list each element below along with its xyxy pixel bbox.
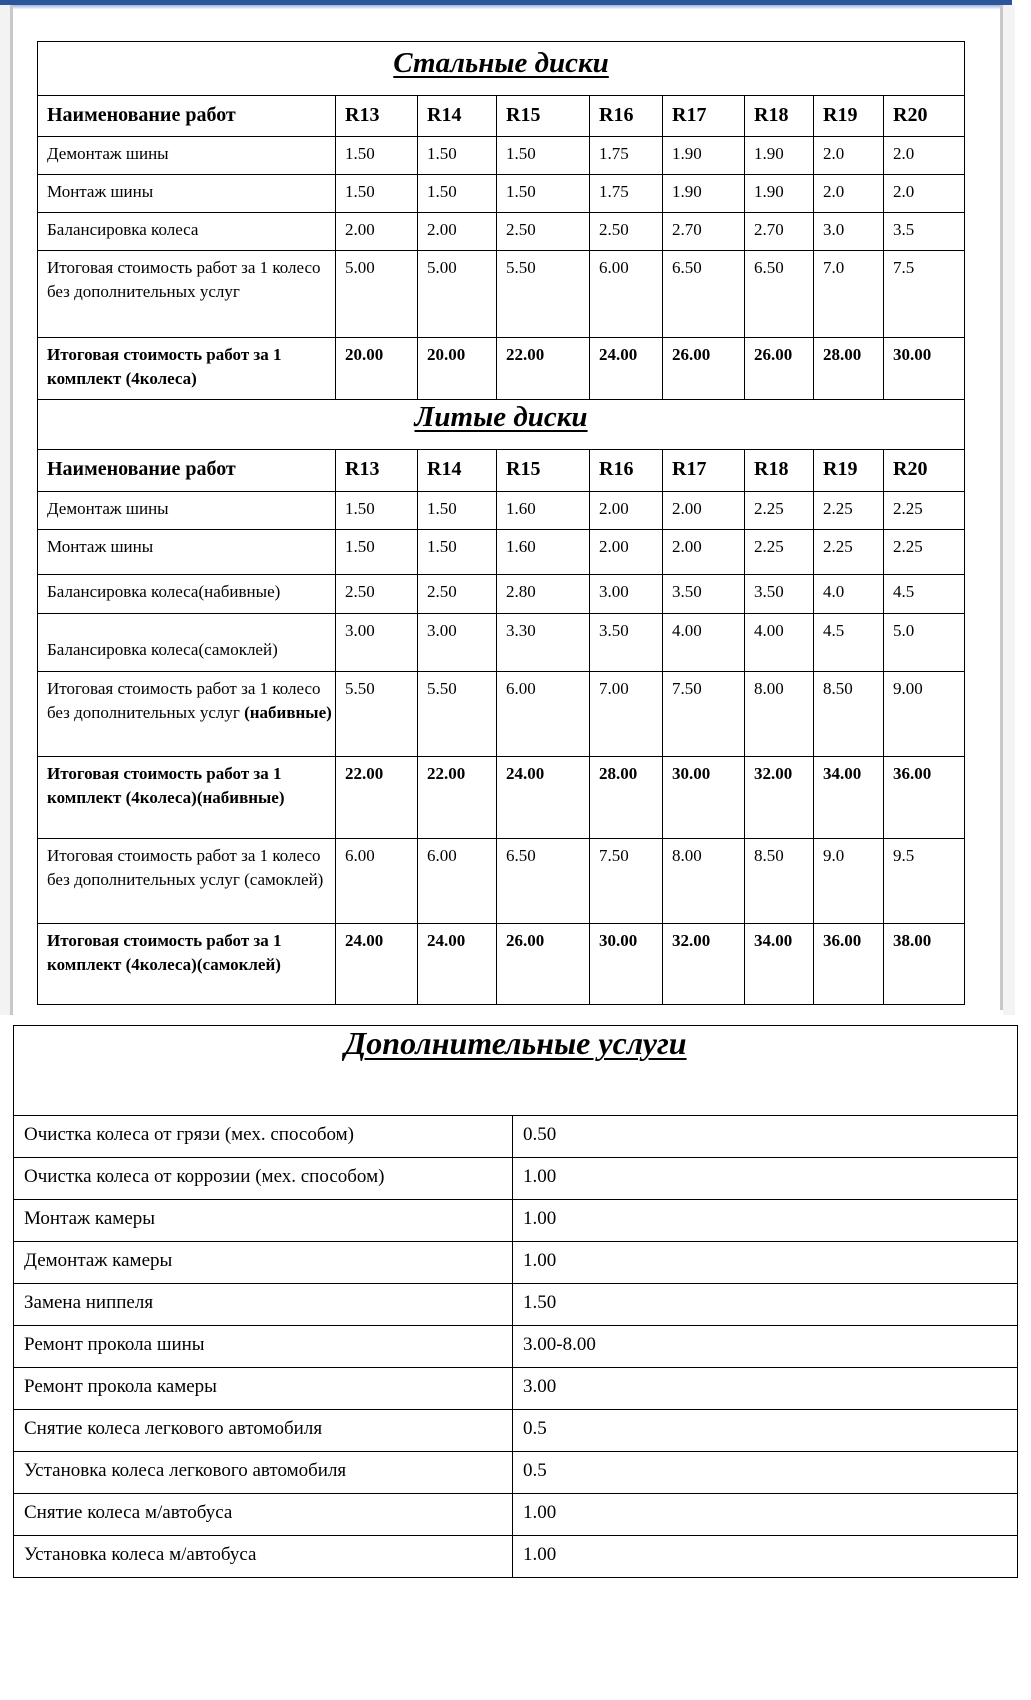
price-cell: 7.50 [663, 672, 745, 757]
service-name: Снятие колеса м/автобуса [14, 1494, 513, 1536]
price-cell: 20.00 [336, 338, 418, 400]
table-row [14, 1452, 1018, 1494]
price-cell: 2.0 [814, 137, 884, 175]
price-cell: 0.5 [513, 1452, 1018, 1494]
table-row [38, 137, 965, 175]
price-cell: 3.50 [663, 575, 745, 614]
column-header: R14 [418, 450, 497, 492]
price-cell: 36.00 [884, 757, 965, 839]
price-cell: 9.5 [884, 839, 965, 924]
alloy-section-title-row [38, 400, 965, 450]
price-cell: 3.00 [336, 614, 418, 672]
service-name-text: Итоговая стоимость работ за 1 колесо без дополнительных услуг [47, 679, 321, 722]
service-name: Очистка колеса от коррозии (мех. способом) [14, 1158, 513, 1200]
price-cell: 30.00 [884, 338, 965, 400]
price-cell: 3.0 [814, 213, 884, 251]
price-cell: 1.50 [336, 175, 418, 213]
price-cell: 34.00 [745, 924, 814, 1005]
service-name: Замена ниппеля [14, 1284, 513, 1326]
table-row-total [38, 924, 965, 1005]
price-cell: 4.5 [884, 575, 965, 614]
price-cell: 2.80 [497, 575, 590, 614]
price-cell: 2.25 [884, 492, 965, 530]
price-cell: 2.25 [814, 530, 884, 575]
price-cell: 3.00 [418, 614, 497, 672]
service-name: Демонтаж шины [38, 492, 336, 530]
document-canvas-right-margin [1003, 5, 1015, 1015]
price-cell: 6.50 [745, 251, 814, 338]
price-cell: 2.50 [418, 575, 497, 614]
service-name: Итоговая стоимость работ за 1 комплект (4колеса) [38, 338, 336, 400]
column-header: Наименование работ [38, 96, 336, 137]
column-header: R20 [884, 450, 965, 492]
service-name: Монтаж шины [38, 175, 336, 213]
price-cell: 5.50 [497, 251, 590, 338]
price-cell: 6.00 [590, 251, 663, 338]
price-cell: 1.00 [513, 1200, 1018, 1242]
price-cell: 22.00 [497, 338, 590, 400]
price-cell: 2.00 [590, 492, 663, 530]
price-cell: 1.50 [513, 1284, 1018, 1326]
price-cell: 22.00 [336, 757, 418, 839]
price-cell: 3.5 [884, 213, 965, 251]
column-header: R16 [590, 450, 663, 492]
price-cell: 2.50 [336, 575, 418, 614]
table-row-total [38, 338, 965, 400]
price-cell: 1.75 [590, 175, 663, 213]
service-name-qualifier: (набивные) [244, 703, 332, 722]
service-name: Итоговая стоимость работ за 1 колесо без дополнительных услуг (самоклей) [38, 839, 336, 924]
price-cell: 1.50 [418, 492, 497, 530]
price-cell: 1.00 [513, 1158, 1018, 1200]
price-cell: 20.00 [418, 338, 497, 400]
steel-section-title: Стальные диски [393, 47, 609, 79]
price-cell: 6.00 [336, 839, 418, 924]
price-cell: 1.00 [513, 1536, 1018, 1578]
price-cell: 1.50 [418, 175, 497, 213]
price-cell: 2.70 [745, 213, 814, 251]
price-cell: 3.50 [745, 575, 814, 614]
table-row [14, 1368, 1018, 1410]
alloy-section-title: Литые диски [414, 401, 588, 433]
price-cell: 8.50 [814, 672, 884, 757]
table-row [38, 492, 965, 530]
extra-services-table [13, 1025, 1018, 1578]
service-name: Монтаж шины [38, 530, 336, 575]
price-cell: 24.00 [590, 338, 663, 400]
table-row [38, 530, 965, 575]
price-cell: 2.25 [884, 530, 965, 575]
table-row [38, 175, 965, 213]
service-name [38, 672, 336, 757]
price-cell: 4.5 [814, 614, 884, 672]
price-cell: 1.50 [418, 137, 497, 175]
service-name: Ремонт прокола шины [14, 1326, 513, 1368]
column-header: R19 [814, 450, 884, 492]
price-cell: 1.75 [590, 137, 663, 175]
table-row [14, 1284, 1018, 1326]
price-cell: 2.0 [884, 175, 965, 213]
column-header: R15 [497, 96, 590, 137]
price-cell: 4.0 [814, 575, 884, 614]
price-cell: 26.00 [497, 924, 590, 1005]
document-canvas-left-margin [0, 5, 10, 1015]
price-cell: 22.00 [418, 757, 497, 839]
table-row [38, 251, 965, 338]
price-cell: 2.0 [884, 137, 965, 175]
price-cell: 4.00 [663, 614, 745, 672]
service-name: Установка колеса легкового автомобиля [14, 1452, 513, 1494]
price-cell: 1.50 [336, 137, 418, 175]
table-row [14, 1410, 1018, 1452]
price-cell: 2.50 [590, 213, 663, 251]
price-cell: 1.50 [418, 530, 497, 575]
price-cell: 30.00 [663, 757, 745, 839]
price-cell: 7.0 [814, 251, 884, 338]
price-cell: 0.5 [513, 1410, 1018, 1452]
price-cell: 2.00 [590, 530, 663, 575]
price-cell: 26.00 [663, 338, 745, 400]
service-name: Балансировка колеса(самоклей) [38, 614, 336, 672]
service-name: Итоговая стоимость работ за 1 комплект (4колеса)(набивные) [38, 757, 336, 839]
price-cell: 3.00 [590, 575, 663, 614]
column-header: R14 [418, 96, 497, 137]
service-name: Итоговая стоимость работ за 1 комплект (4колеса)(самоклей) [38, 924, 336, 1005]
price-cell: 7.5 [884, 251, 965, 338]
price-cell: 2.50 [497, 213, 590, 251]
steel-section-title-row [38, 42, 965, 96]
price-cell: 24.00 [497, 757, 590, 839]
price-cell: 3.00-8.00 [513, 1326, 1018, 1368]
price-cell: 1.90 [745, 137, 814, 175]
column-header: R18 [745, 450, 814, 492]
table-row [14, 1200, 1018, 1242]
price-cell: 1.50 [336, 530, 418, 575]
price-cell: 2.00 [663, 530, 745, 575]
price-cell: 1.50 [497, 137, 590, 175]
price-cell: 1.00 [513, 1494, 1018, 1536]
price-cell: 3.30 [497, 614, 590, 672]
price-cell: 28.00 [814, 338, 884, 400]
price-cell: 1.60 [497, 530, 590, 575]
price-cell: 8.00 [745, 672, 814, 757]
service-name: Снятие колеса легкового автомобиля [14, 1410, 513, 1452]
column-header: R18 [745, 96, 814, 137]
price-cell: 24.00 [418, 924, 497, 1005]
service-name: Очистка колеса от грязи (мех. способом) [14, 1116, 513, 1158]
price-cell: 2.00 [663, 492, 745, 530]
price-cell: 5.00 [336, 251, 418, 338]
table-row [38, 839, 965, 924]
price-cell: 5.0 [884, 614, 965, 672]
price-cell: 3.50 [590, 614, 663, 672]
service-name: Установка колеса м/автобуса [14, 1536, 513, 1578]
page-left-edge [10, 5, 13, 1015]
table-row [14, 1536, 1018, 1578]
price-cell: 4.00 [745, 614, 814, 672]
extra-section-title-row [14, 1026, 1018, 1116]
table-row [14, 1326, 1018, 1368]
price-cell: 32.00 [663, 924, 745, 1005]
price-cell: 1.60 [497, 492, 590, 530]
price-cell: 6.00 [418, 839, 497, 924]
price-cell: 1.90 [663, 175, 745, 213]
price-cell: 9.00 [884, 672, 965, 757]
price-cell: 5.50 [418, 672, 497, 757]
table-row [38, 213, 965, 251]
price-cell: 26.00 [745, 338, 814, 400]
column-header: R13 [336, 450, 418, 492]
price-cell: 28.00 [590, 757, 663, 839]
column-header: Наименование работ [38, 450, 336, 492]
service-name: Ремонт прокола камеры [14, 1368, 513, 1410]
price-cell: 1.50 [497, 175, 590, 213]
price-cell: 24.00 [336, 924, 418, 1005]
price-cell: 32.00 [745, 757, 814, 839]
price-cell: 1.00 [513, 1242, 1018, 1284]
service-name: Балансировка колеса [38, 213, 336, 251]
steel-header-row [38, 96, 965, 137]
price-cell: 7.50 [590, 839, 663, 924]
column-header: R13 [336, 96, 418, 137]
table-row [14, 1158, 1018, 1200]
price-cell: 8.50 [745, 839, 814, 924]
service-name: Балансировка колеса(набивные) [38, 575, 336, 614]
table-row-total [38, 757, 965, 839]
price-cell: 6.50 [663, 251, 745, 338]
price-cell: 2.25 [745, 530, 814, 575]
column-header: R20 [884, 96, 965, 137]
price-cell: 6.50 [497, 839, 590, 924]
titlebar-shadow [0, 5, 1012, 9]
column-header: R17 [663, 450, 745, 492]
price-cell: 2.25 [745, 492, 814, 530]
table-row [14, 1116, 1018, 1158]
service-name: Демонтаж шины [38, 137, 336, 175]
rims-price-table [37, 41, 965, 1005]
price-cell: 1.90 [663, 137, 745, 175]
price-cell: 5.00 [418, 251, 497, 338]
table-row [38, 672, 965, 757]
price-cell: 34.00 [814, 757, 884, 839]
price-cell: 8.00 [663, 839, 745, 924]
service-name: Демонтаж камеры [14, 1242, 513, 1284]
price-cell: 1.90 [745, 175, 814, 213]
service-name: Итоговая стоимость работ за 1 колесо без дополнительных услуг [38, 251, 336, 338]
price-cell: 6.00 [497, 672, 590, 757]
table-row [14, 1494, 1018, 1536]
price-cell: 2.00 [418, 213, 497, 251]
price-cell: 2.70 [663, 213, 745, 251]
table-row [38, 614, 965, 672]
column-header: R19 [814, 96, 884, 137]
price-cell: 5.50 [336, 672, 418, 757]
price-cell: 3.00 [513, 1368, 1018, 1410]
price-cell: 2.0 [814, 175, 884, 213]
price-cell: 7.00 [590, 672, 663, 757]
column-header: R15 [497, 450, 590, 492]
extra-section-title: Дополнительные услуги [344, 1025, 687, 1061]
alloy-header-row [38, 450, 965, 492]
price-cell: 30.00 [590, 924, 663, 1005]
price-cell: 9.0 [814, 839, 884, 924]
price-cell: 0.50 [513, 1116, 1018, 1158]
price-cell: 1.50 [336, 492, 418, 530]
table-row [38, 575, 965, 614]
table-row [14, 1242, 1018, 1284]
price-cell: 38.00 [884, 924, 965, 1005]
column-header: R16 [590, 96, 663, 137]
price-cell: 36.00 [814, 924, 884, 1005]
price-cell: 2.25 [814, 492, 884, 530]
price-cell: 2.00 [336, 213, 418, 251]
column-header: R17 [663, 96, 745, 137]
service-name: Монтаж камеры [14, 1200, 513, 1242]
